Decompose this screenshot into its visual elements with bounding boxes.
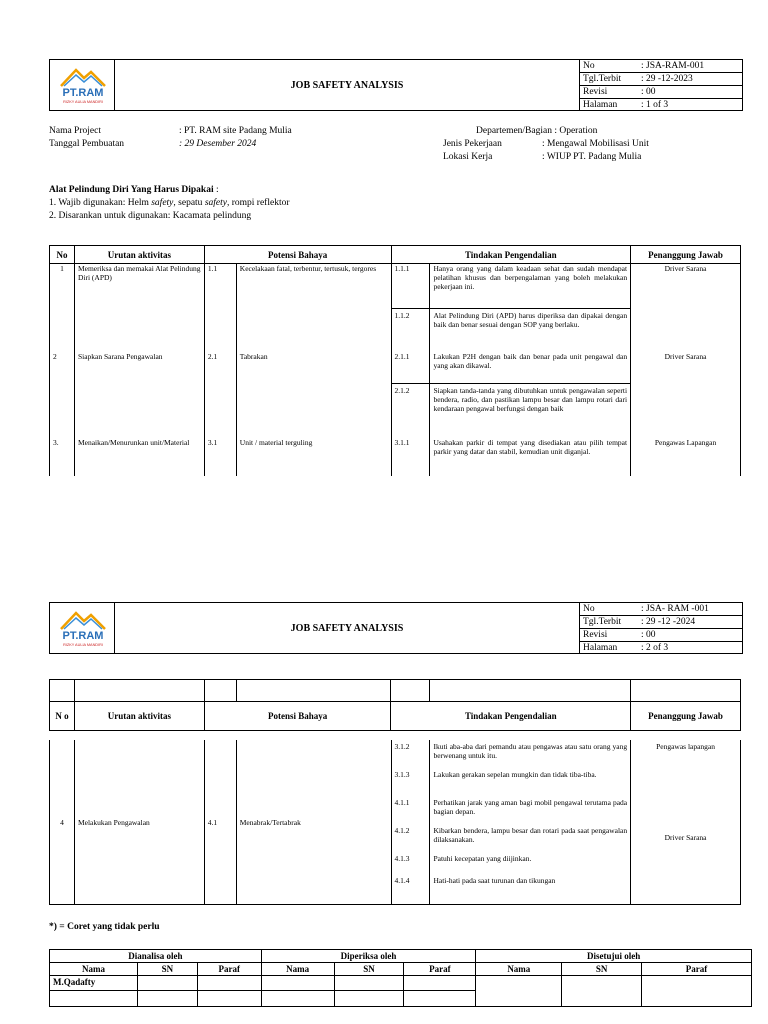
col-header-bahaya: Potensi Bahaya — [204, 702, 391, 731]
signature-row — [50, 976, 752, 991]
sig-col-paraf: Paraf — [197, 963, 261, 976]
analyzed-by-header: Dianalisa oleh — [50, 950, 262, 963]
meta-label: No — [583, 61, 595, 71]
sig-cell — [197, 976, 261, 991]
jsa-table-page1 — [49, 245, 741, 476]
meta-label: Revisi — [583, 630, 608, 640]
hazard-cell: Unit / material terguling — [236, 438, 391, 476]
empty-cell — [391, 680, 430, 702]
hazard-number: 3.1 — [204, 438, 236, 476]
hazard-cell: Menabrak/Tertabrak — [236, 740, 391, 905]
responsible-cell: Driver Sarana — [631, 264, 741, 353]
apd-line-2: 2. Disarankan untuk digunakan: Kacamata pelindung — [49, 211, 252, 221]
date-label: Tanggal Pembuatan — [49, 139, 125, 149]
row-number: 4 — [50, 740, 75, 905]
empty-row — [50, 680, 741, 702]
control-number: 2.1.2 — [391, 384, 430, 439]
meta-value: : 1 of 3 — [641, 100, 669, 110]
table-header-row — [50, 702, 741, 731]
table-row — [50, 352, 741, 384]
apd-text: safety — [204, 198, 227, 208]
meta-value: : 00 — [641, 87, 656, 97]
control-cell: Kibarkan bendera, lampu besar dan rotari pada saat pengawalan dilaksanakan. — [430, 826, 631, 854]
control-number: 4.1.2 — [391, 826, 430, 854]
job-type-value: : Mengawal Mobilisasi Unit — [542, 139, 649, 149]
jsa-table-page2 — [49, 740, 741, 905]
project-name-value: : PT. RAM site Padang Mulia — [179, 126, 292, 136]
empty-cell — [430, 680, 631, 702]
sig-col-nama: Nama — [476, 963, 562, 976]
svg-text:PT.RAM: PT.RAM — [62, 87, 104, 99]
sig-cell — [137, 976, 197, 991]
control-cell: Lakukan gerakan sepelan mungkin dan tidak tiba-tiba. — [430, 770, 631, 798]
location-value: : WIUP PT. Padang Mulia — [542, 152, 642, 162]
sig-cell — [562, 976, 642, 1007]
document-meta — [579, 603, 742, 653]
table-header-row — [50, 246, 741, 264]
signature-group-row — [50, 950, 752, 963]
control-number: 4.1.1 — [391, 798, 430, 826]
apd-line-1 — [49, 197, 290, 210]
page2-header — [49, 602, 743, 654]
control-number: 4.1.3 — [391, 854, 430, 876]
hazard-number: 2.1 — [204, 352, 236, 438]
control-number: 4.1.4 — [391, 876, 430, 905]
meta-label: Halaman — [583, 100, 618, 110]
control-cell: Siapkan tanda-tanda yang dibutuhkan untuk pengawalan seperti bendera, radio, dan pastikan lampu besar dan lampu rotari dari kendaraan pengawal berfungsi dengan baik — [430, 384, 631, 439]
table-row — [50, 438, 741, 476]
sig-cell — [642, 976, 752, 1007]
analyst-name: M.Qadafty — [50, 976, 138, 991]
department-value: : Operation — [554, 126, 598, 136]
col-header-tindakan: Tindakan Pengendalian — [391, 702, 631, 731]
meta-label: Halaman — [583, 643, 618, 653]
control-cell: Usahakan parkir di tempat yang disediakan atau pilih tempat parkir yang datar dan stabil, kemudian unit diganjal. — [430, 438, 631, 476]
sig-cell — [334, 976, 404, 991]
sig-col-paraf: Paraf — [404, 963, 476, 976]
sig-cell — [261, 976, 334, 991]
empty-cell — [74, 680, 204, 702]
sig-col-sn: SN — [562, 963, 642, 976]
control-cell: Perhatikan jarak yang aman bagi mobil pengawal terutama pada bagian depan. — [430, 798, 631, 826]
meta-value: : JSA- RAM -001 — [641, 604, 709, 614]
row-number: 1 — [50, 264, 75, 353]
meta-label: Tgl.Terbit — [583, 74, 622, 84]
sig-cell — [404, 991, 476, 1007]
activity-cell: Siapkan Sarana Pengawalan — [74, 352, 204, 438]
meta-label: No — [583, 604, 595, 614]
table-row — [50, 264, 741, 309]
table-row — [50, 740, 741, 770]
control-number: 1.1.2 — [391, 309, 430, 353]
sig-col-nama: Nama — [261, 963, 334, 976]
department-label: Departemen/Bagian — [476, 126, 552, 136]
sig-col-paraf: Paraf — [642, 963, 752, 976]
empty-cell — [50, 680, 75, 702]
apd-text: , sepatu — [173, 198, 205, 208]
hazard-number: 4.1 — [204, 740, 236, 905]
apd-text: safety — [151, 198, 174, 208]
project-name-label: Nama Project — [49, 126, 101, 136]
row-number: 3. — [50, 438, 75, 476]
meta-value: : 29 -12-2023 — [641, 74, 693, 84]
meta-value: : 00 — [641, 630, 656, 640]
page1-header — [49, 59, 743, 111]
col-header-bahaya: Potensi Bahaya — [204, 246, 391, 264]
jsa-table-page2-header — [49, 679, 741, 731]
checked-by-header: Diperiksa oleh — [261, 950, 476, 963]
control-number: 3.1.1 — [391, 438, 430, 476]
date-value: : 29 Desember 2024 — [179, 139, 257, 149]
col-header-no: N o — [50, 702, 75, 731]
sig-cell — [261, 991, 334, 1007]
apd-section — [49, 184, 290, 223]
apd-text: , rompi reflektor — [226, 198, 290, 208]
control-cell: Hati-hati pada saat turunan dan tikungan — [430, 876, 631, 905]
row-number: 2 — [50, 352, 75, 438]
activity-cell: Menaikan/Menurunkan unit/Material — [74, 438, 204, 476]
project-info-right — [443, 125, 649, 164]
responsible-cell: Pengawas Lapangan — [631, 438, 741, 476]
meta-value: : JSA-RAM-001 — [641, 61, 705, 71]
ram-logo-icon — [58, 607, 108, 649]
responsible-cell: Pengawas lapangan — [631, 740, 741, 770]
sig-cell — [197, 991, 261, 1007]
col-header-tindakan: Tindakan Pengendalian — [391, 246, 631, 264]
control-number: 3.1.3 — [391, 770, 430, 798]
document-meta — [579, 60, 742, 110]
col-header-pj: Penanggung Jawab — [631, 246, 741, 264]
control-number: 3.1.2 — [391, 740, 430, 770]
control-number: 2.1.1 — [391, 352, 430, 384]
document-title: JOB SAFETY ANALYSIS — [290, 79, 404, 91]
empty-cell — [631, 680, 741, 702]
activity-cell: Memeriksa dan memakai Alat Pelindung Diri (APD) — [74, 264, 204, 353]
meta-label: Tgl.Terbit — [583, 617, 622, 627]
svg-text:RIZKY AULIA MANDIRI: RIZKY AULIA MANDIRI — [63, 100, 103, 104]
project-info-left — [49, 125, 292, 151]
document-title: JOB SAFETY ANALYSIS — [290, 622, 404, 634]
control-cell: Alat Pelindung Diri (APD) harus diperiksa dan dipakai dengan baik dan benar sesuai dengan SOP yang berlaku. — [430, 309, 631, 353]
strike-note: *) = Coret yang tidak perlu — [49, 922, 160, 932]
control-number: 1.1.1 — [391, 264, 430, 309]
meta-value: : 2 of 3 — [641, 643, 669, 653]
activity-cell: Melakukan Pengawalan — [74, 740, 204, 905]
sig-cell — [50, 991, 138, 1007]
empty-cell — [204, 680, 236, 702]
apd-text: 1. Wajib digunakan: Helm — [49, 198, 152, 208]
col-header-pj: Penanggung Jawab — [631, 702, 741, 731]
company-logo — [50, 603, 115, 653]
hazard-cell: Tabrakan — [236, 352, 391, 438]
apd-heading-colon: : — [213, 185, 219, 195]
approved-by-header: Disetujui oleh — [476, 950, 752, 963]
control-cell: Patuhi kecepatan yang diijinkan. — [430, 854, 631, 876]
meta-value: : 29 -12 -2024 — [641, 617, 696, 627]
location-label: Lokasi Kerja — [443, 152, 493, 162]
responsible-cell: Driver Sarana — [631, 770, 741, 905]
control-cell: Ikuti aba-aba dari pemandu atau pengawas atau satu orang yang berwenang untuk itu. — [430, 740, 631, 770]
hazard-number: 1.1 — [204, 264, 236, 353]
responsible-cell: Driver Sarana — [631, 352, 741, 438]
sig-cell — [404, 976, 476, 991]
signature-table — [49, 949, 752, 1007]
company-logo — [50, 60, 115, 110]
col-header-aktivitas: Urutan aktivitas — [74, 702, 204, 731]
empty-cell — [236, 680, 391, 702]
svg-text:PT.RAM: PT.RAM — [62, 630, 104, 642]
meta-label: Revisi — [583, 87, 608, 97]
control-cell: Hanya orang yang dalam keadaan sehat dan sudah mendapat pelatihan khusus dan berpengalaman yang boleh melakukan pekerjaan ini. — [430, 264, 631, 309]
ram-logo-icon — [58, 64, 108, 106]
sig-cell — [137, 991, 197, 1007]
job-type-label: Jenis Pekerjaan — [443, 139, 502, 149]
col-header-aktivitas: Urutan aktivitas — [74, 246, 204, 264]
sig-col-sn: SN — [137, 963, 197, 976]
signature-col-row — [50, 963, 752, 976]
sig-col-nama: Nama — [50, 963, 138, 976]
sig-col-sn: SN — [334, 963, 404, 976]
sig-cell — [334, 991, 404, 1007]
control-cell: Lakukan P2H dengan baik dan benar pada unit pengawal dan yang akan dikawal. — [430, 352, 631, 384]
sig-cell — [476, 976, 562, 1007]
apd-heading: Alat Pelindung Diri Yang Harus Dipakai — [49, 185, 214, 195]
col-header-no: No — [50, 246, 75, 264]
svg-text:RIZKY AULIA MANDIRI: RIZKY AULIA MANDIRI — [63, 643, 103, 647]
hazard-cell: Kecelakaan fatal, terbentur, tertusuk, tergores — [236, 264, 391, 353]
